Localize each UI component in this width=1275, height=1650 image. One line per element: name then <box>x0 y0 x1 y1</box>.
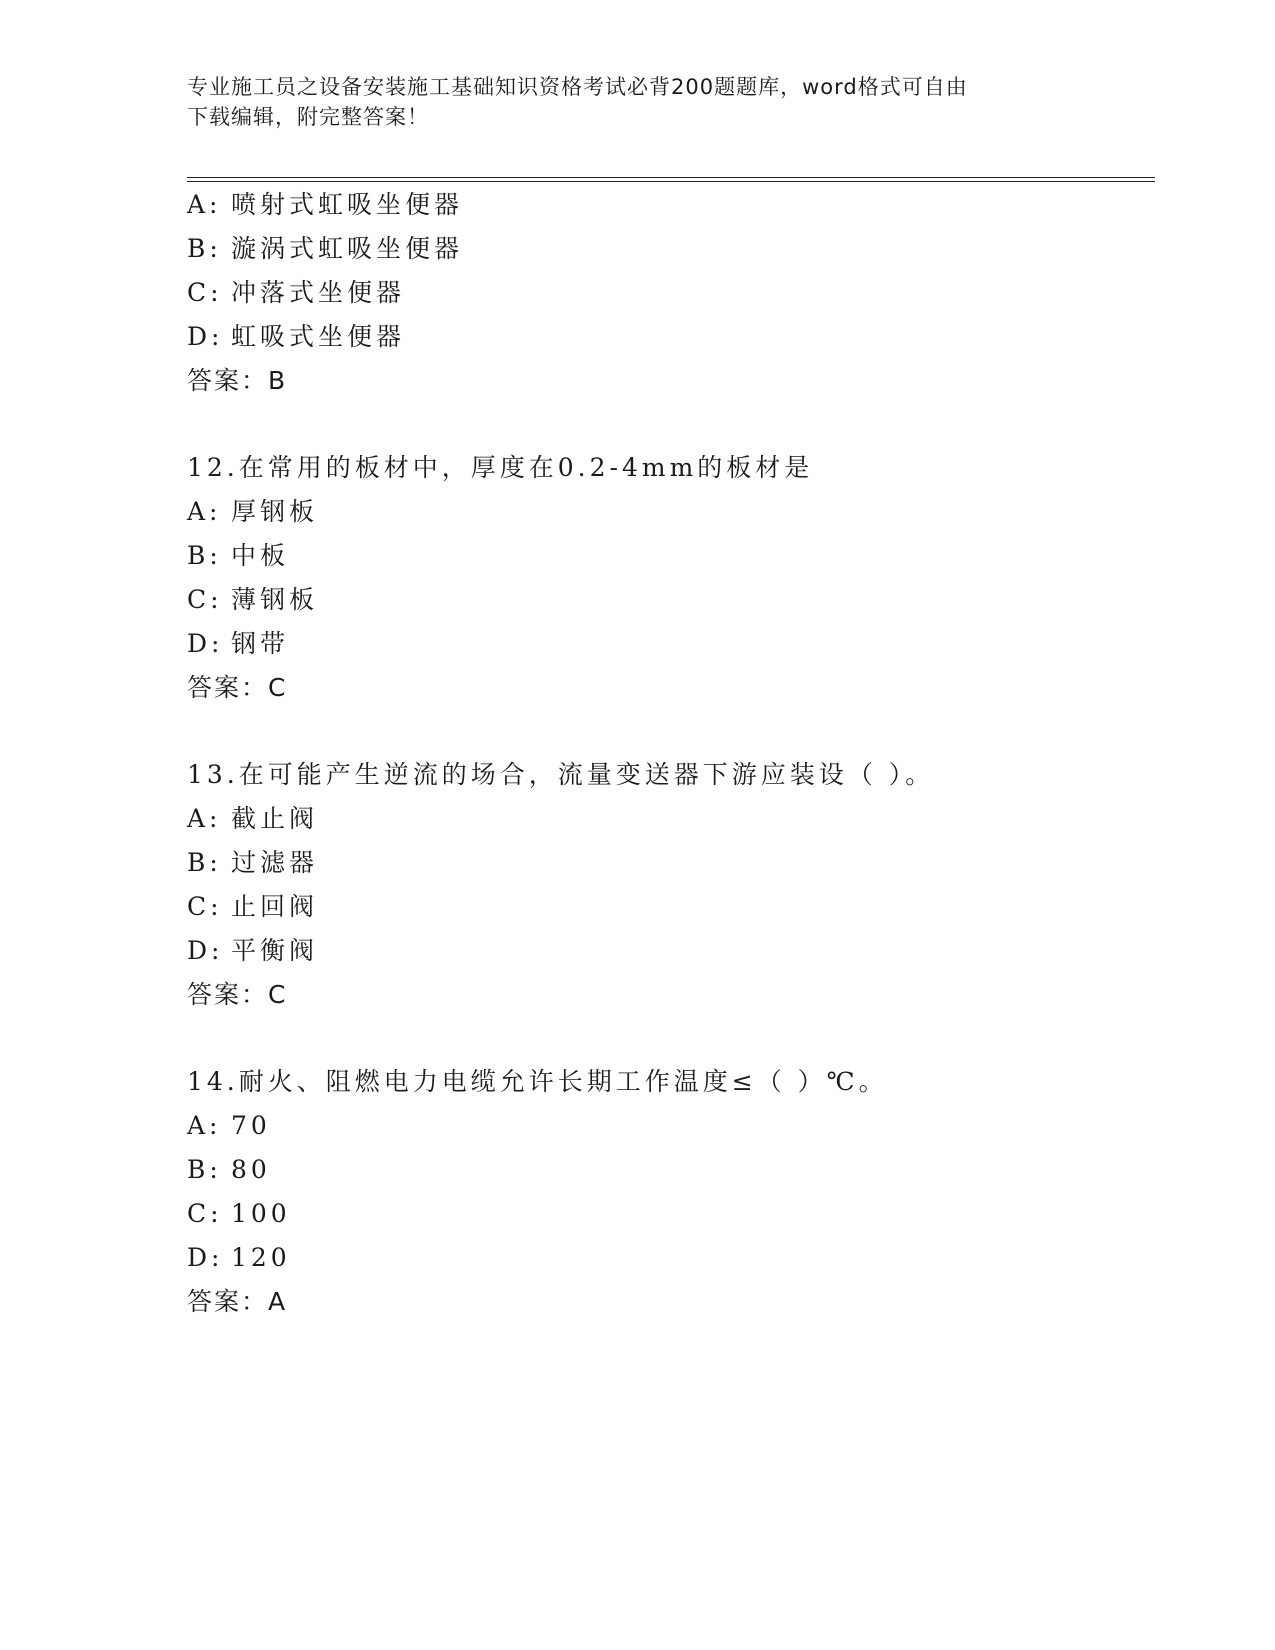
question-13: 13.在可能产生逆流的场合，流量变送器下游应装设（ ）。 <box>187 760 935 789</box>
document-header <box>187 72 1087 132</box>
option-b: B: 80 <box>187 1155 271 1184</box>
header-divider <box>187 177 1155 182</box>
answer-line: 答案：C <box>187 980 288 1009</box>
answer-line: 答案：A <box>187 1287 288 1316</box>
header-line-2: 下载编辑，附完整答案！ <box>187 105 429 129</box>
answer-line: 答案：B <box>187 366 288 395</box>
option-b: B: 漩涡式虹吸坐便器 <box>187 234 464 263</box>
option-b: B: 过滤器 <box>187 848 319 877</box>
option-a: A: 喷射式虹吸坐便器 <box>187 190 464 219</box>
option-d: D: 虹吸式坐便器 <box>187 322 406 351</box>
option-d: D: 120 <box>187 1243 291 1272</box>
header-line-1: 专业施工员之设备安装施工基础知识资格考试必背200题题库，word格式可自由 <box>187 75 968 99</box>
option-b: B: 中板 <box>187 541 290 570</box>
option-a: A: 截止阀 <box>187 804 319 833</box>
answer-line: 答案：C <box>187 673 288 702</box>
question-12: 12.在常用的板材中，厚度在0.2-4mm的板材是 <box>187 453 814 482</box>
option-a: A: 厚钢板 <box>187 497 319 526</box>
question-14: 14.耐火、阻燃电力电缆允许长期工作温度≤（ ）℃。 <box>187 1067 888 1096</box>
option-c: C: 止回阀 <box>187 892 319 921</box>
option-c: C: 100 <box>187 1199 291 1228</box>
option-a: A: 70 <box>187 1111 271 1140</box>
option-d: D: 平衡阀 <box>187 936 319 965</box>
option-c: C: 冲落式坐便器 <box>187 278 406 307</box>
option-c: C: 薄钢板 <box>187 585 319 614</box>
option-d: D: 钢带 <box>187 629 290 658</box>
